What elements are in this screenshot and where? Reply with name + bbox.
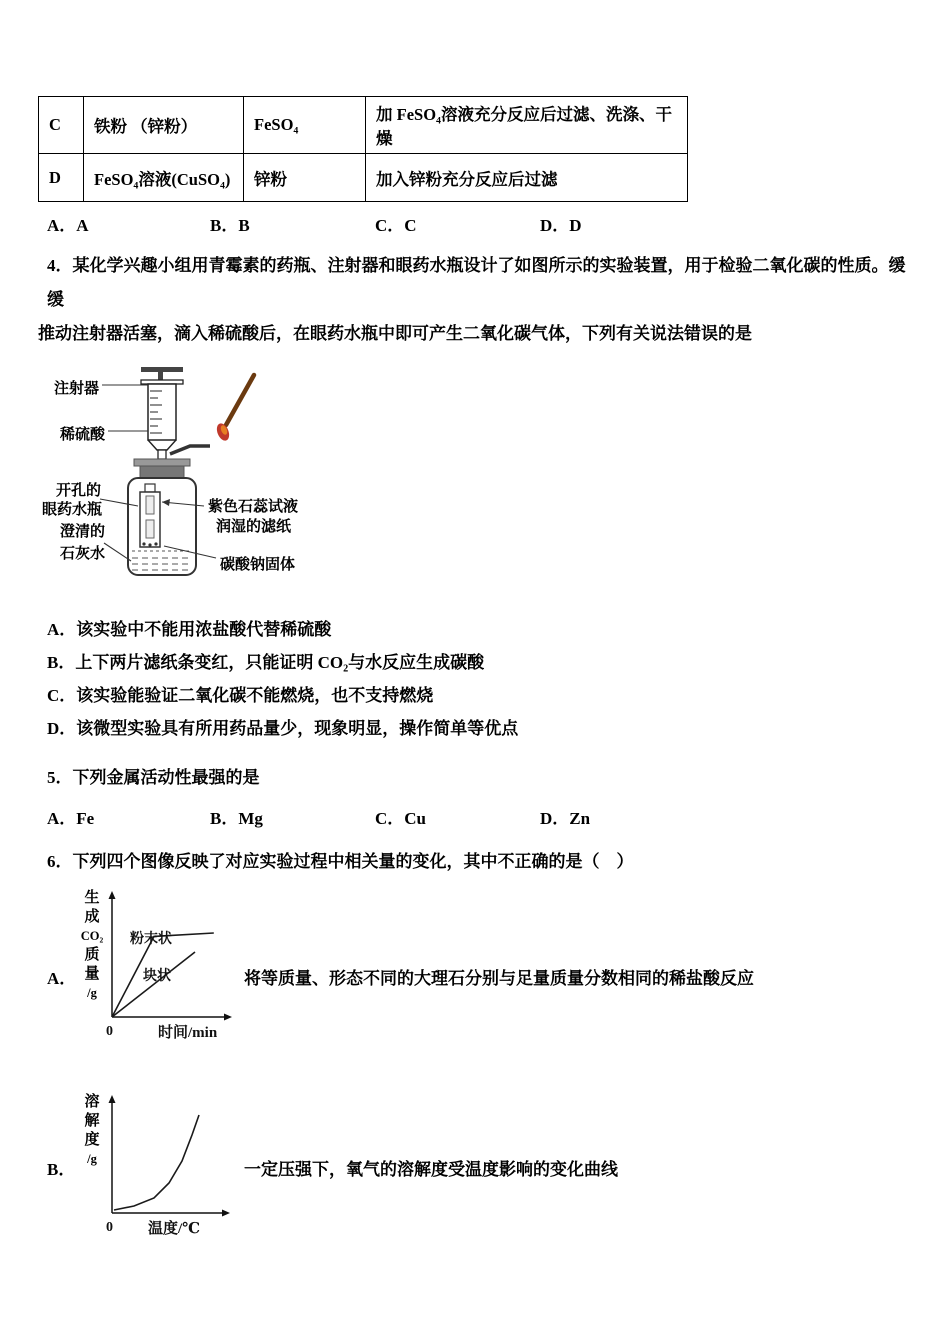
x-axis-label: 时间/min	[158, 1025, 218, 1041]
carbonate-solid-dot	[142, 542, 145, 545]
ylab-char: 成	[84, 909, 100, 925]
row-method: 加入锌粉充分反应后过滤	[366, 154, 688, 202]
outer-bottle	[128, 478, 196, 575]
choice-b: B．B	[210, 216, 250, 235]
question-4-text-line2: 推动注射器活塞，滴入稀硫酸后，在眼药水瓶中即可产生二氧化碳气体，下列有关说法错误的是	[38, 324, 752, 343]
syringe-plunger-handle	[141, 367, 183, 372]
ylab-char: 质	[84, 947, 100, 963]
q4-option-c: C．该实验能验证二氧化碳不能燃烧，也不支持燃烧	[47, 686, 434, 705]
ylab-char: 解	[84, 1113, 100, 1129]
limewater-liquid	[132, 558, 192, 570]
row-option-letter: C	[39, 97, 84, 154]
ylab-char: 溶	[84, 1094, 100, 1110]
y-axis-arrow	[109, 891, 116, 899]
pointer-litmus-arrowhead	[162, 499, 170, 506]
label-dilute-acid: 稀硫酸	[60, 427, 106, 443]
label-carbonate: 碳酸钠固体	[220, 557, 296, 573]
x-axis-arrow	[224, 1014, 232, 1021]
purification-table	[38, 96, 688, 202]
question-4-text-line1: 4．某化学兴趣小组用青霉素的药瓶、注射器和眼药水瓶设计了如图所示的实验装置，用于检验二氧化碳的性质。缓缓	[47, 256, 906, 309]
pointer-eyedrop-bottle	[100, 499, 138, 506]
row-substance: FeSO₄溶液(CuSO₄)	[84, 154, 244, 202]
row-reagent: FeSO₄	[244, 97, 366, 154]
table-row	[39, 97, 688, 154]
x-axis-label: 温度/℃	[148, 1221, 201, 1237]
ylab-char: 度	[84, 1132, 100, 1148]
question-5-text: 5．下列金属活动性最强的是	[47, 768, 260, 787]
q5-option-b: B．Mg	[210, 809, 263, 828]
table-row	[39, 154, 688, 202]
q6-option-a-row	[38, 887, 912, 1065]
q4-option-a: A．该实验中不能用浓盐酸代替稀硫酸	[47, 620, 332, 639]
origin-label: 0	[106, 1220, 113, 1235]
ylab-char: /g	[87, 986, 97, 1000]
series-curve	[112, 952, 195, 1017]
ylab-char: 生	[84, 890, 100, 906]
row-substance: 铁粉 （锌粉）	[84, 97, 244, 154]
ylab-char: /g	[87, 1152, 97, 1166]
chart-b-solubility-vs-temperature	[106, 1091, 238, 1241]
answer-choices-row	[38, 211, 912, 236]
experiment-apparatus-diagram	[38, 365, 368, 595]
question-6-text: 6．下列四个图像反映了对应实验过程中相关量的变化，其中不正确的是（ ）	[47, 852, 634, 871]
q6-option-a-description: 将等质量、形态不同的大理石分别与足量质量分数相同的稀盐酸反应	[244, 968, 754, 988]
label-clear: 澄清的	[60, 524, 106, 540]
q6-option-b-row	[38, 1091, 912, 1243]
q6-option-b-description: 一定压强下，氧气的溶解度受温度影响的变化曲线	[244, 1159, 618, 1179]
q5-option-a: A．Fe	[47, 809, 95, 828]
syringe-tip	[158, 450, 166, 459]
syringe-plunger-rod	[158, 372, 163, 380]
q5-options-row	[38, 804, 912, 829]
q6-option-b-letter: B．	[47, 1159, 76, 1179]
row-option-letter: D	[39, 154, 84, 202]
gas-outlet-tube	[170, 446, 210, 454]
pointer-limewater	[104, 543, 131, 561]
carbonate-solid-dot	[148, 543, 151, 546]
rubber-stopper	[140, 466, 184, 478]
ylab-char: 量	[84, 966, 100, 982]
q6-option-a-letter: A．	[47, 968, 77, 988]
chart-b-y-axis-label	[78, 1093, 106, 1169]
label-holed: 开孔的	[56, 483, 102, 499]
carbonate-solid-dot	[154, 542, 157, 545]
choice-c: C．C	[375, 216, 417, 235]
stopper-rim	[134, 459, 190, 466]
label-litmus-line2: 润湿的滤纸	[216, 519, 292, 535]
x-axis-arrow	[222, 1210, 230, 1217]
y-axis-arrow	[109, 1095, 116, 1103]
choice-d: D．D	[540, 216, 582, 235]
label-syringe: 注射器	[54, 381, 100, 397]
series-label-powder: 粉末状	[130, 932, 172, 947]
burning-stick	[226, 375, 254, 425]
label-litmus-line1: 紫色石蕊试液	[208, 499, 299, 515]
row-method: 加 FeSO₄溶液充分反应后过滤、洗涤、干燥	[366, 97, 688, 154]
inner-bottle-neck	[145, 484, 155, 492]
ylab-char: CO₂	[80, 929, 104, 943]
series-label-lump: 块状	[143, 969, 171, 984]
q5-option-d: D．Zn	[540, 809, 591, 828]
chart-a-co2-vs-time	[106, 887, 238, 1049]
origin-label: 0	[106, 1024, 113, 1039]
q5-option-c: C．Cu	[375, 809, 427, 828]
pointer-carbonate	[164, 546, 216, 558]
series-curve	[114, 1115, 199, 1210]
label-limewater: 石灰水	[60, 546, 106, 562]
q4-option-b: B．上下两片滤纸条变红，只能证明 CO₂与水反应生成碳酸	[47, 653, 485, 672]
choice-a: A．A	[47, 216, 89, 235]
litmus-paper-bottom	[146, 520, 154, 538]
row-reagent: 锌粉	[244, 154, 366, 202]
q4-option-d: D．该微型实验具有所用药品量少，现象明显，操作简单等优点	[47, 719, 519, 738]
litmus-paper-top	[146, 496, 154, 514]
syringe-taper	[148, 440, 176, 450]
label-eyedrop-bottle: 眼药水瓶	[42, 502, 103, 518]
chart-a-y-axis-label	[78, 889, 106, 1003]
